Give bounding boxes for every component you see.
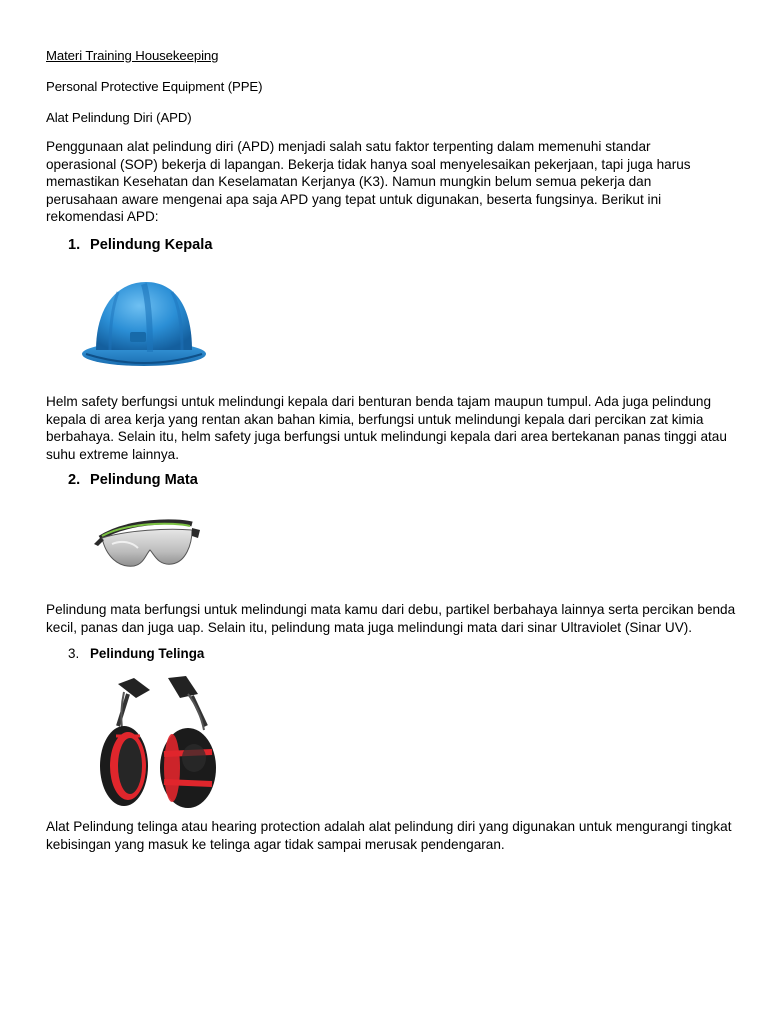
intro-line: perusahaan aware mengenai apa saja APD yang tepat untuk digunakan, beserta fungsinya. Berikut ini (46, 191, 662, 207)
helm-line: Helm safety berfungsi untuk melindungi kepala dari benturan benda tajam maupun tumpul. Ada juga pelindung (46, 394, 712, 409)
section-number: 3. (68, 646, 80, 661)
mata-line: kecil, panas dan juga uap. Selain itu, pelindung mata juga melindungi mata dari sinar Ultraviolet (Sinar UV). (46, 619, 693, 635)
telinga-paragraph (46, 818, 732, 853)
section-number: 2. (68, 472, 81, 488)
helm-paragraph (46, 393, 726, 463)
hard-hat-image (78, 268, 210, 376)
intro-line: Penggunaan alat pelindung diri (APD) menjadi salah satu faktor terpenting dalam memenuhi standar (46, 139, 651, 154)
document-title: Materi Training Housekeeping (46, 48, 219, 63)
earmuffs-image (88, 670, 230, 810)
helm-line: kepala di area kerja yang rentan akan bahan kimia, berfungsi untuk melindungi kepala dari percikan zat kimia (46, 411, 704, 427)
intro-paragraph (46, 138, 726, 226)
telinga-line: kebisingan yang masuk ke telinga agar tidak sampai merusak pendengaran. (46, 836, 505, 852)
mata-line: Pelindung mata berfungsi untuk melindungi mata kamu dari debu, partikel berbahaya lainnya serta percikan benda (46, 602, 736, 617)
subtitle-apd: Alat Pelindung Diri (APD) (46, 110, 192, 125)
section-title: Pelindung Telinga (90, 646, 205, 661)
section-number: 1. (68, 237, 81, 253)
subtitle-ppe: Personal Protective Equipment (PPE) (46, 79, 263, 94)
telinga-line: Alat Pelindung telinga atau hearing protection adalah alat pelindung diri yang digunakan untuk mengurangi tingkat (46, 819, 732, 834)
intro-line: memastikan Kesehatan dan Keselamatan Kerjanya (K3). Namun mungkin belum semua pekerja dan (46, 174, 652, 189)
section-title: Pelindung Mata (90, 472, 198, 488)
helm-line: suhu extreme lainnya. (46, 446, 179, 462)
mata-paragraph (46, 601, 736, 636)
section-title: Pelindung Kepala (90, 237, 213, 253)
intro-line: operasional (SOP) bekerja di lapangan. Bekerja tidak hanya soal menyelesaikan pekerjaan, tapi juga harus (46, 156, 691, 172)
safety-glasses-image (88, 508, 208, 588)
helm-line: berbahaya. Selain itu, helm safety juga berfungsi untuk melindungi kepala dari area bertekanan panas tinggi atau (46, 429, 727, 444)
intro-line: rekomendasi APD: (46, 209, 159, 224)
